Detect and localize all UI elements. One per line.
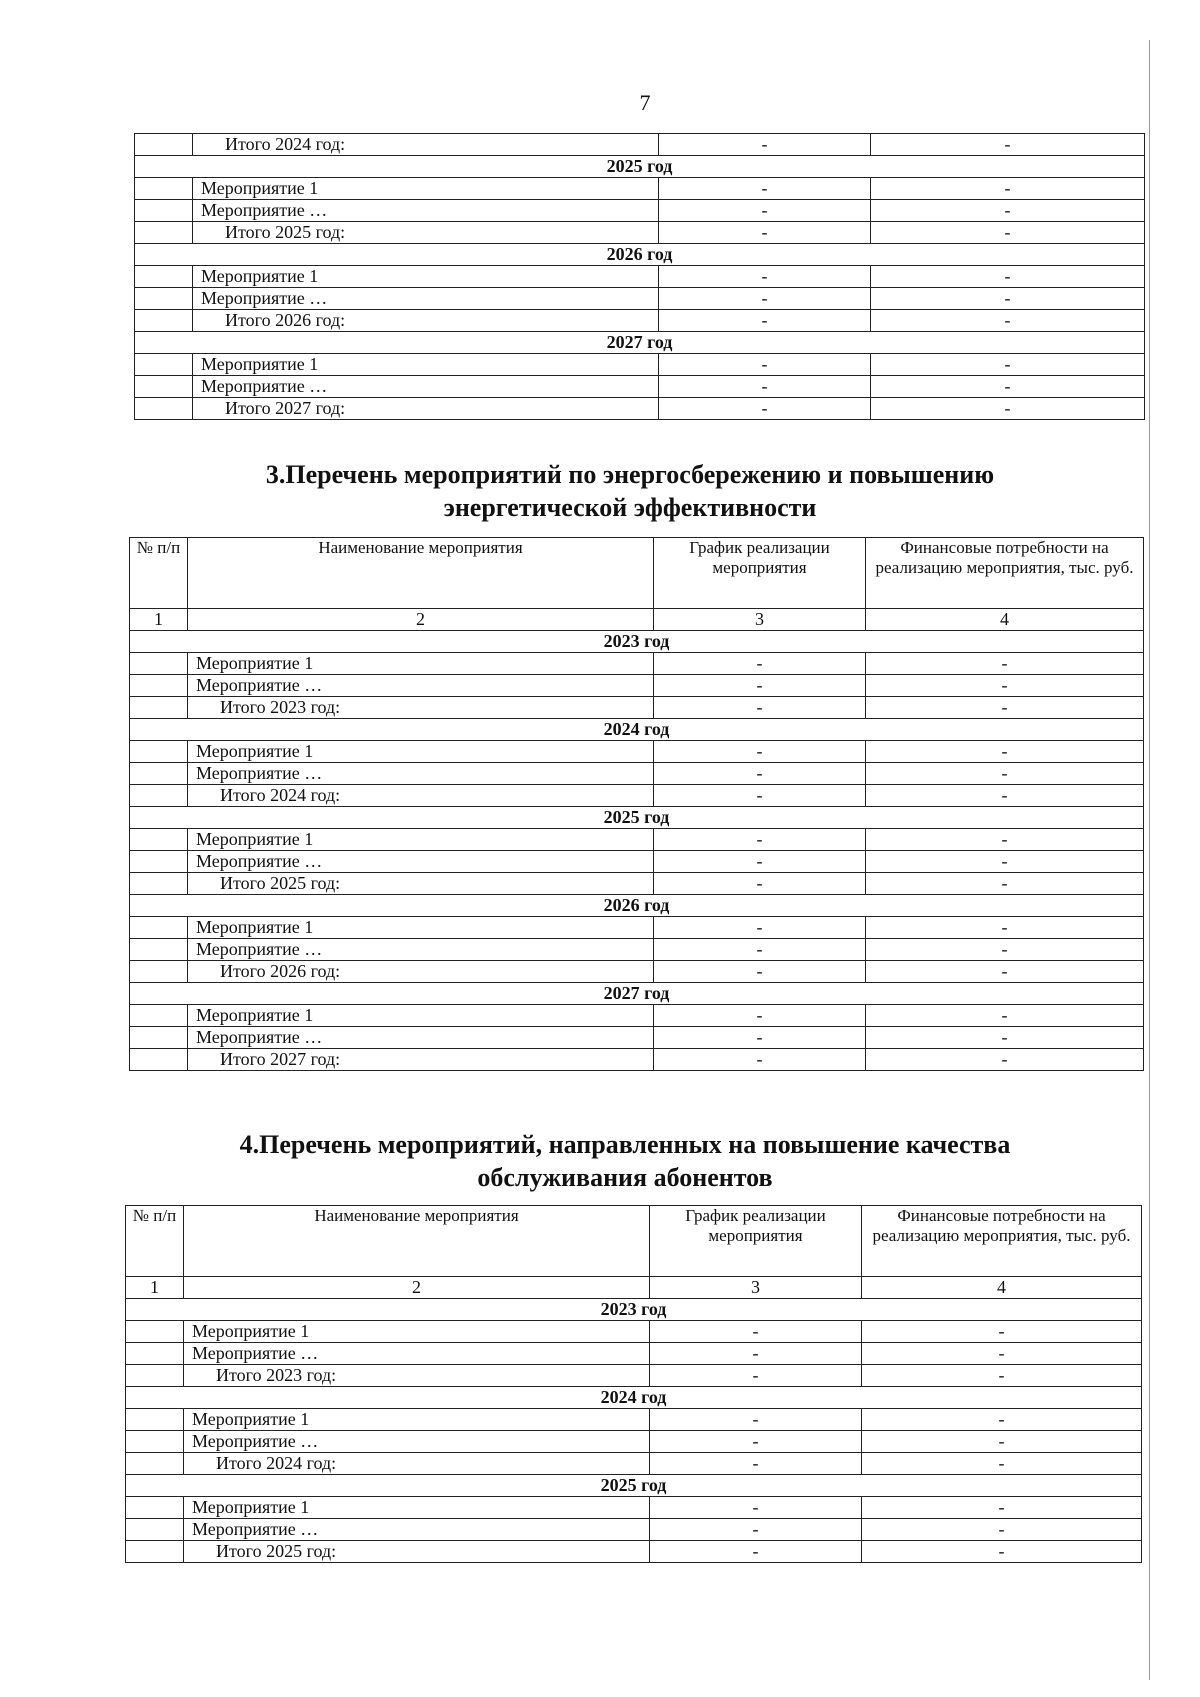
year-heading: 2024 год xyxy=(130,719,1144,741)
energy-saving-measures-table xyxy=(129,537,1144,1071)
finance-cell: - xyxy=(862,1431,1142,1453)
schedule-cell: - xyxy=(654,675,866,697)
row-number-cell xyxy=(130,1027,188,1049)
table-row xyxy=(130,939,1144,961)
year-heading: 2024 год xyxy=(126,1387,1142,1409)
scan-edge-line xyxy=(1149,40,1150,1680)
total-row xyxy=(130,697,1144,719)
schedule-cell: - xyxy=(654,697,866,719)
schedule-cell: - xyxy=(650,1365,862,1387)
finance-cell: - xyxy=(862,1365,1142,1387)
measure-name: Мероприятие … xyxy=(193,376,659,398)
finance-cell: - xyxy=(866,1005,1144,1027)
schedule-cell: - xyxy=(650,1431,862,1453)
total-label: Итого 2026 год: xyxy=(193,310,659,332)
row-number-cell xyxy=(135,376,193,398)
year-row xyxy=(130,719,1144,741)
page-number: 7 xyxy=(639,90,651,115)
total-label: Итого 2025 год: xyxy=(193,222,659,244)
schedule-cell: - xyxy=(654,1049,866,1071)
measure-name: Мероприятие 1 xyxy=(188,829,654,851)
measure-name: Мероприятие … xyxy=(184,1431,650,1453)
finance-cell: - xyxy=(862,1453,1142,1475)
row-number-cell xyxy=(135,266,193,288)
total-label: Итого 2027 год: xyxy=(193,398,659,420)
measure-name: Мероприятие … xyxy=(188,675,654,697)
total-label: Итого 2027 год: xyxy=(188,1049,654,1071)
column-number: 3 xyxy=(650,1277,862,1299)
finance-cell: - xyxy=(871,376,1145,398)
finance-cell: - xyxy=(866,917,1144,939)
table-row xyxy=(135,288,1145,310)
column-number: 1 xyxy=(130,609,188,631)
schedule-cell: - xyxy=(654,829,866,851)
finance-cell: - xyxy=(866,961,1144,983)
finance-cell: - xyxy=(862,1321,1142,1343)
table-row xyxy=(130,741,1144,763)
column-number: 2 xyxy=(188,609,654,631)
header-num: № п/п xyxy=(130,538,188,609)
schedule-cell: - xyxy=(654,763,866,785)
row-number-cell xyxy=(130,763,188,785)
year-heading: 2023 год xyxy=(126,1299,1142,1321)
column-number-row xyxy=(126,1277,1142,1299)
year-heading: 2027 год xyxy=(130,983,1144,1005)
finance-cell: - xyxy=(866,741,1144,763)
year-row xyxy=(130,631,1144,653)
row-number-cell xyxy=(126,1409,184,1431)
finance-cell: - xyxy=(866,829,1144,851)
measure-name: Мероприятие … xyxy=(193,200,659,222)
schedule-cell: - xyxy=(654,961,866,983)
schedule-cell: - xyxy=(659,288,871,310)
finance-cell: - xyxy=(866,1049,1144,1071)
row-number-cell xyxy=(130,851,188,873)
total-label: Итого 2024 год: xyxy=(184,1453,650,1475)
schedule-cell: - xyxy=(650,1343,862,1365)
table-row xyxy=(130,675,1144,697)
measures-table-continued xyxy=(134,133,1145,420)
total-label: Итого 2024 год: xyxy=(193,134,659,156)
row-number-cell xyxy=(130,1005,188,1027)
section-3-title xyxy=(0,458,1200,524)
row-number-cell xyxy=(126,1453,184,1475)
measure-name: Мероприятие 1 xyxy=(184,1321,650,1343)
schedule-cell: - xyxy=(654,653,866,675)
total-label: Итого 2024 год: xyxy=(188,785,654,807)
table-row xyxy=(135,376,1145,398)
schedule-cell: - xyxy=(654,741,866,763)
schedule-cell: - xyxy=(654,1027,866,1049)
row-number-cell xyxy=(130,961,188,983)
year-heading: 2023 год xyxy=(130,631,1144,653)
schedule-cell: - xyxy=(659,376,871,398)
header-row xyxy=(126,1206,1142,1277)
finance-cell: - xyxy=(862,1409,1142,1431)
row-number-cell xyxy=(130,675,188,697)
schedule-cell: - xyxy=(659,200,871,222)
row-number-cell xyxy=(130,829,188,851)
total-row xyxy=(135,398,1145,420)
table-row xyxy=(126,1343,1142,1365)
schedule-cell: - xyxy=(659,310,871,332)
finance-cell: - xyxy=(862,1497,1142,1519)
row-number-cell xyxy=(126,1519,184,1541)
measure-name: Мероприятие … xyxy=(188,939,654,961)
schedule-cell: - xyxy=(650,1541,862,1563)
row-number-cell xyxy=(135,134,193,156)
measure-name: Мероприятие 1 xyxy=(193,266,659,288)
year-row xyxy=(130,807,1144,829)
schedule-cell: - xyxy=(654,1005,866,1027)
total-row xyxy=(126,1453,1142,1475)
schedule-cell: - xyxy=(650,1321,862,1343)
header-name: Наименование мероприятия xyxy=(184,1206,650,1277)
year-heading: 2027 год xyxy=(135,332,1145,354)
section-4-title-line-2: обслуживания абонентов xyxy=(477,1163,773,1192)
row-number-cell xyxy=(126,1541,184,1563)
table-row xyxy=(130,653,1144,675)
column-number-row xyxy=(130,609,1144,631)
total-row xyxy=(135,134,1145,156)
row-number-cell xyxy=(126,1365,184,1387)
year-heading: 2026 год xyxy=(135,244,1145,266)
schedule-cell: - xyxy=(650,1519,862,1541)
finance-cell: - xyxy=(871,178,1145,200)
table-row xyxy=(130,851,1144,873)
service-quality-measures-table xyxy=(125,1205,1142,1563)
table-row xyxy=(130,829,1144,851)
row-number-cell xyxy=(135,288,193,310)
schedule-cell: - xyxy=(659,222,871,244)
finance-cell: - xyxy=(871,222,1145,244)
row-number-cell xyxy=(135,398,193,420)
year-heading: 2025 год xyxy=(135,156,1145,178)
year-row xyxy=(135,332,1145,354)
table-row xyxy=(126,1519,1142,1541)
schedule-cell: - xyxy=(659,134,871,156)
table-row xyxy=(135,178,1145,200)
finance-cell: - xyxy=(871,354,1145,376)
schedule-cell: - xyxy=(654,851,866,873)
finance-cell: - xyxy=(862,1343,1142,1365)
total-row xyxy=(130,1049,1144,1071)
year-row xyxy=(130,983,1144,1005)
finance-cell: - xyxy=(871,288,1145,310)
year-row xyxy=(135,244,1145,266)
schedule-cell: - xyxy=(659,354,871,376)
measure-name: Мероприятие … xyxy=(188,763,654,785)
finance-cell: - xyxy=(866,785,1144,807)
header-num: № п/п xyxy=(126,1206,184,1277)
header-name: Наименование мероприятия xyxy=(188,538,654,609)
measure-name: Мероприятие 1 xyxy=(188,917,654,939)
section-3-title-line-2: энергетической эффективности xyxy=(443,493,817,522)
total-row xyxy=(130,961,1144,983)
row-number-cell xyxy=(130,653,188,675)
row-number-cell xyxy=(126,1431,184,1453)
row-number-cell xyxy=(130,697,188,719)
table-row xyxy=(126,1431,1142,1453)
finance-cell: - xyxy=(866,1027,1144,1049)
row-number-cell xyxy=(130,873,188,895)
total-label: Итого 2023 год: xyxy=(184,1365,650,1387)
table-row xyxy=(130,763,1144,785)
table-row xyxy=(130,917,1144,939)
year-row xyxy=(126,1387,1142,1409)
header-finance: Финансовые потребности на реализацию мероприятия, тыс. руб. xyxy=(866,538,1144,609)
total-label: Итого 2025 год: xyxy=(188,873,654,895)
year-heading: 2025 год xyxy=(130,807,1144,829)
schedule-cell: - xyxy=(654,939,866,961)
schedule-cell: - xyxy=(659,398,871,420)
section-4-title-line-1: 4.Перечень мероприятий, направленных на повышение качества xyxy=(239,1130,1011,1159)
measure-name: Мероприятие 1 xyxy=(193,178,659,200)
finance-cell: - xyxy=(866,675,1144,697)
finance-cell: - xyxy=(862,1541,1142,1563)
header-schedule: График реализации мероприятия xyxy=(654,538,866,609)
year-heading: 2026 год xyxy=(130,895,1144,917)
table-body xyxy=(126,1206,1142,1563)
measure-name: Мероприятие … xyxy=(184,1519,650,1541)
measure-name: Мероприятие … xyxy=(188,1027,654,1049)
table-row xyxy=(126,1497,1142,1519)
total-label: Итого 2025 год: xyxy=(184,1541,650,1563)
year-row xyxy=(130,895,1144,917)
table-row xyxy=(130,1005,1144,1027)
row-number-cell xyxy=(130,785,188,807)
row-number-cell xyxy=(135,200,193,222)
schedule-cell: - xyxy=(650,1453,862,1475)
schedule-cell: - xyxy=(650,1497,862,1519)
header-row xyxy=(130,538,1144,609)
measure-name: Мероприятие 1 xyxy=(188,653,654,675)
total-label: Итого 2026 год: xyxy=(188,961,654,983)
schedule-cell: - xyxy=(654,917,866,939)
row-number-cell xyxy=(130,917,188,939)
measure-name: Мероприятие 1 xyxy=(193,354,659,376)
total-row xyxy=(135,310,1145,332)
row-number-cell xyxy=(135,178,193,200)
row-number-cell xyxy=(130,939,188,961)
column-number: 4 xyxy=(866,609,1144,631)
table-row xyxy=(126,1409,1142,1431)
row-number-cell xyxy=(126,1343,184,1365)
finance-cell: - xyxy=(871,134,1145,156)
year-row xyxy=(126,1475,1142,1497)
finance-cell: - xyxy=(866,851,1144,873)
column-number: 2 xyxy=(184,1277,650,1299)
table-row xyxy=(135,200,1145,222)
table-row xyxy=(135,354,1145,376)
measure-name: Мероприятие … xyxy=(184,1343,650,1365)
row-number-cell xyxy=(135,354,193,376)
finance-cell: - xyxy=(871,200,1145,222)
row-number-cell xyxy=(135,222,193,244)
total-label: Итого 2023 год: xyxy=(188,697,654,719)
finance-cell: - xyxy=(866,873,1144,895)
finance-cell: - xyxy=(862,1519,1142,1541)
finance-cell: - xyxy=(866,697,1144,719)
total-row xyxy=(126,1541,1142,1563)
schedule-cell: - xyxy=(659,266,871,288)
header-schedule: График реализации мероприятия xyxy=(650,1206,862,1277)
year-row xyxy=(135,156,1145,178)
year-heading: 2025 год xyxy=(126,1475,1142,1497)
row-number-cell xyxy=(130,741,188,763)
row-number-cell xyxy=(126,1497,184,1519)
table-body xyxy=(135,134,1145,420)
finance-cell: - xyxy=(871,266,1145,288)
row-number-cell xyxy=(126,1321,184,1343)
total-row xyxy=(130,785,1144,807)
finance-cell: - xyxy=(871,310,1145,332)
column-number: 3 xyxy=(654,609,866,631)
measure-name: Мероприятие … xyxy=(188,851,654,873)
total-row xyxy=(126,1365,1142,1387)
measure-name: Мероприятие 1 xyxy=(188,1005,654,1027)
finance-cell: - xyxy=(866,653,1144,675)
schedule-cell: - xyxy=(650,1409,862,1431)
header-finance: Финансовые потребности на реализацию мероприятия, тыс. руб. xyxy=(862,1206,1142,1277)
measure-name: Мероприятие 1 xyxy=(188,741,654,763)
column-number: 1 xyxy=(126,1277,184,1299)
table-body xyxy=(130,538,1144,1071)
column-number: 4 xyxy=(862,1277,1142,1299)
total-row xyxy=(130,873,1144,895)
total-row xyxy=(135,222,1145,244)
section-3-title-line-1: 3.Перечень мероприятий по энергосбережению и повышению xyxy=(265,460,995,489)
measure-name: Мероприятие … xyxy=(193,288,659,310)
schedule-cell: - xyxy=(654,785,866,807)
measure-name: Мероприятие 1 xyxy=(184,1497,650,1519)
finance-cell: - xyxy=(871,398,1145,420)
table-row xyxy=(126,1321,1142,1343)
row-number-cell xyxy=(135,310,193,332)
measure-name: Мероприятие 1 xyxy=(184,1409,650,1431)
row-number-cell xyxy=(130,1049,188,1071)
section-4-title xyxy=(0,1128,1200,1194)
schedule-cell: - xyxy=(659,178,871,200)
table-row xyxy=(135,266,1145,288)
finance-cell: - xyxy=(866,763,1144,785)
table-row xyxy=(130,1027,1144,1049)
schedule-cell: - xyxy=(654,873,866,895)
year-row xyxy=(126,1299,1142,1321)
finance-cell: - xyxy=(866,939,1144,961)
